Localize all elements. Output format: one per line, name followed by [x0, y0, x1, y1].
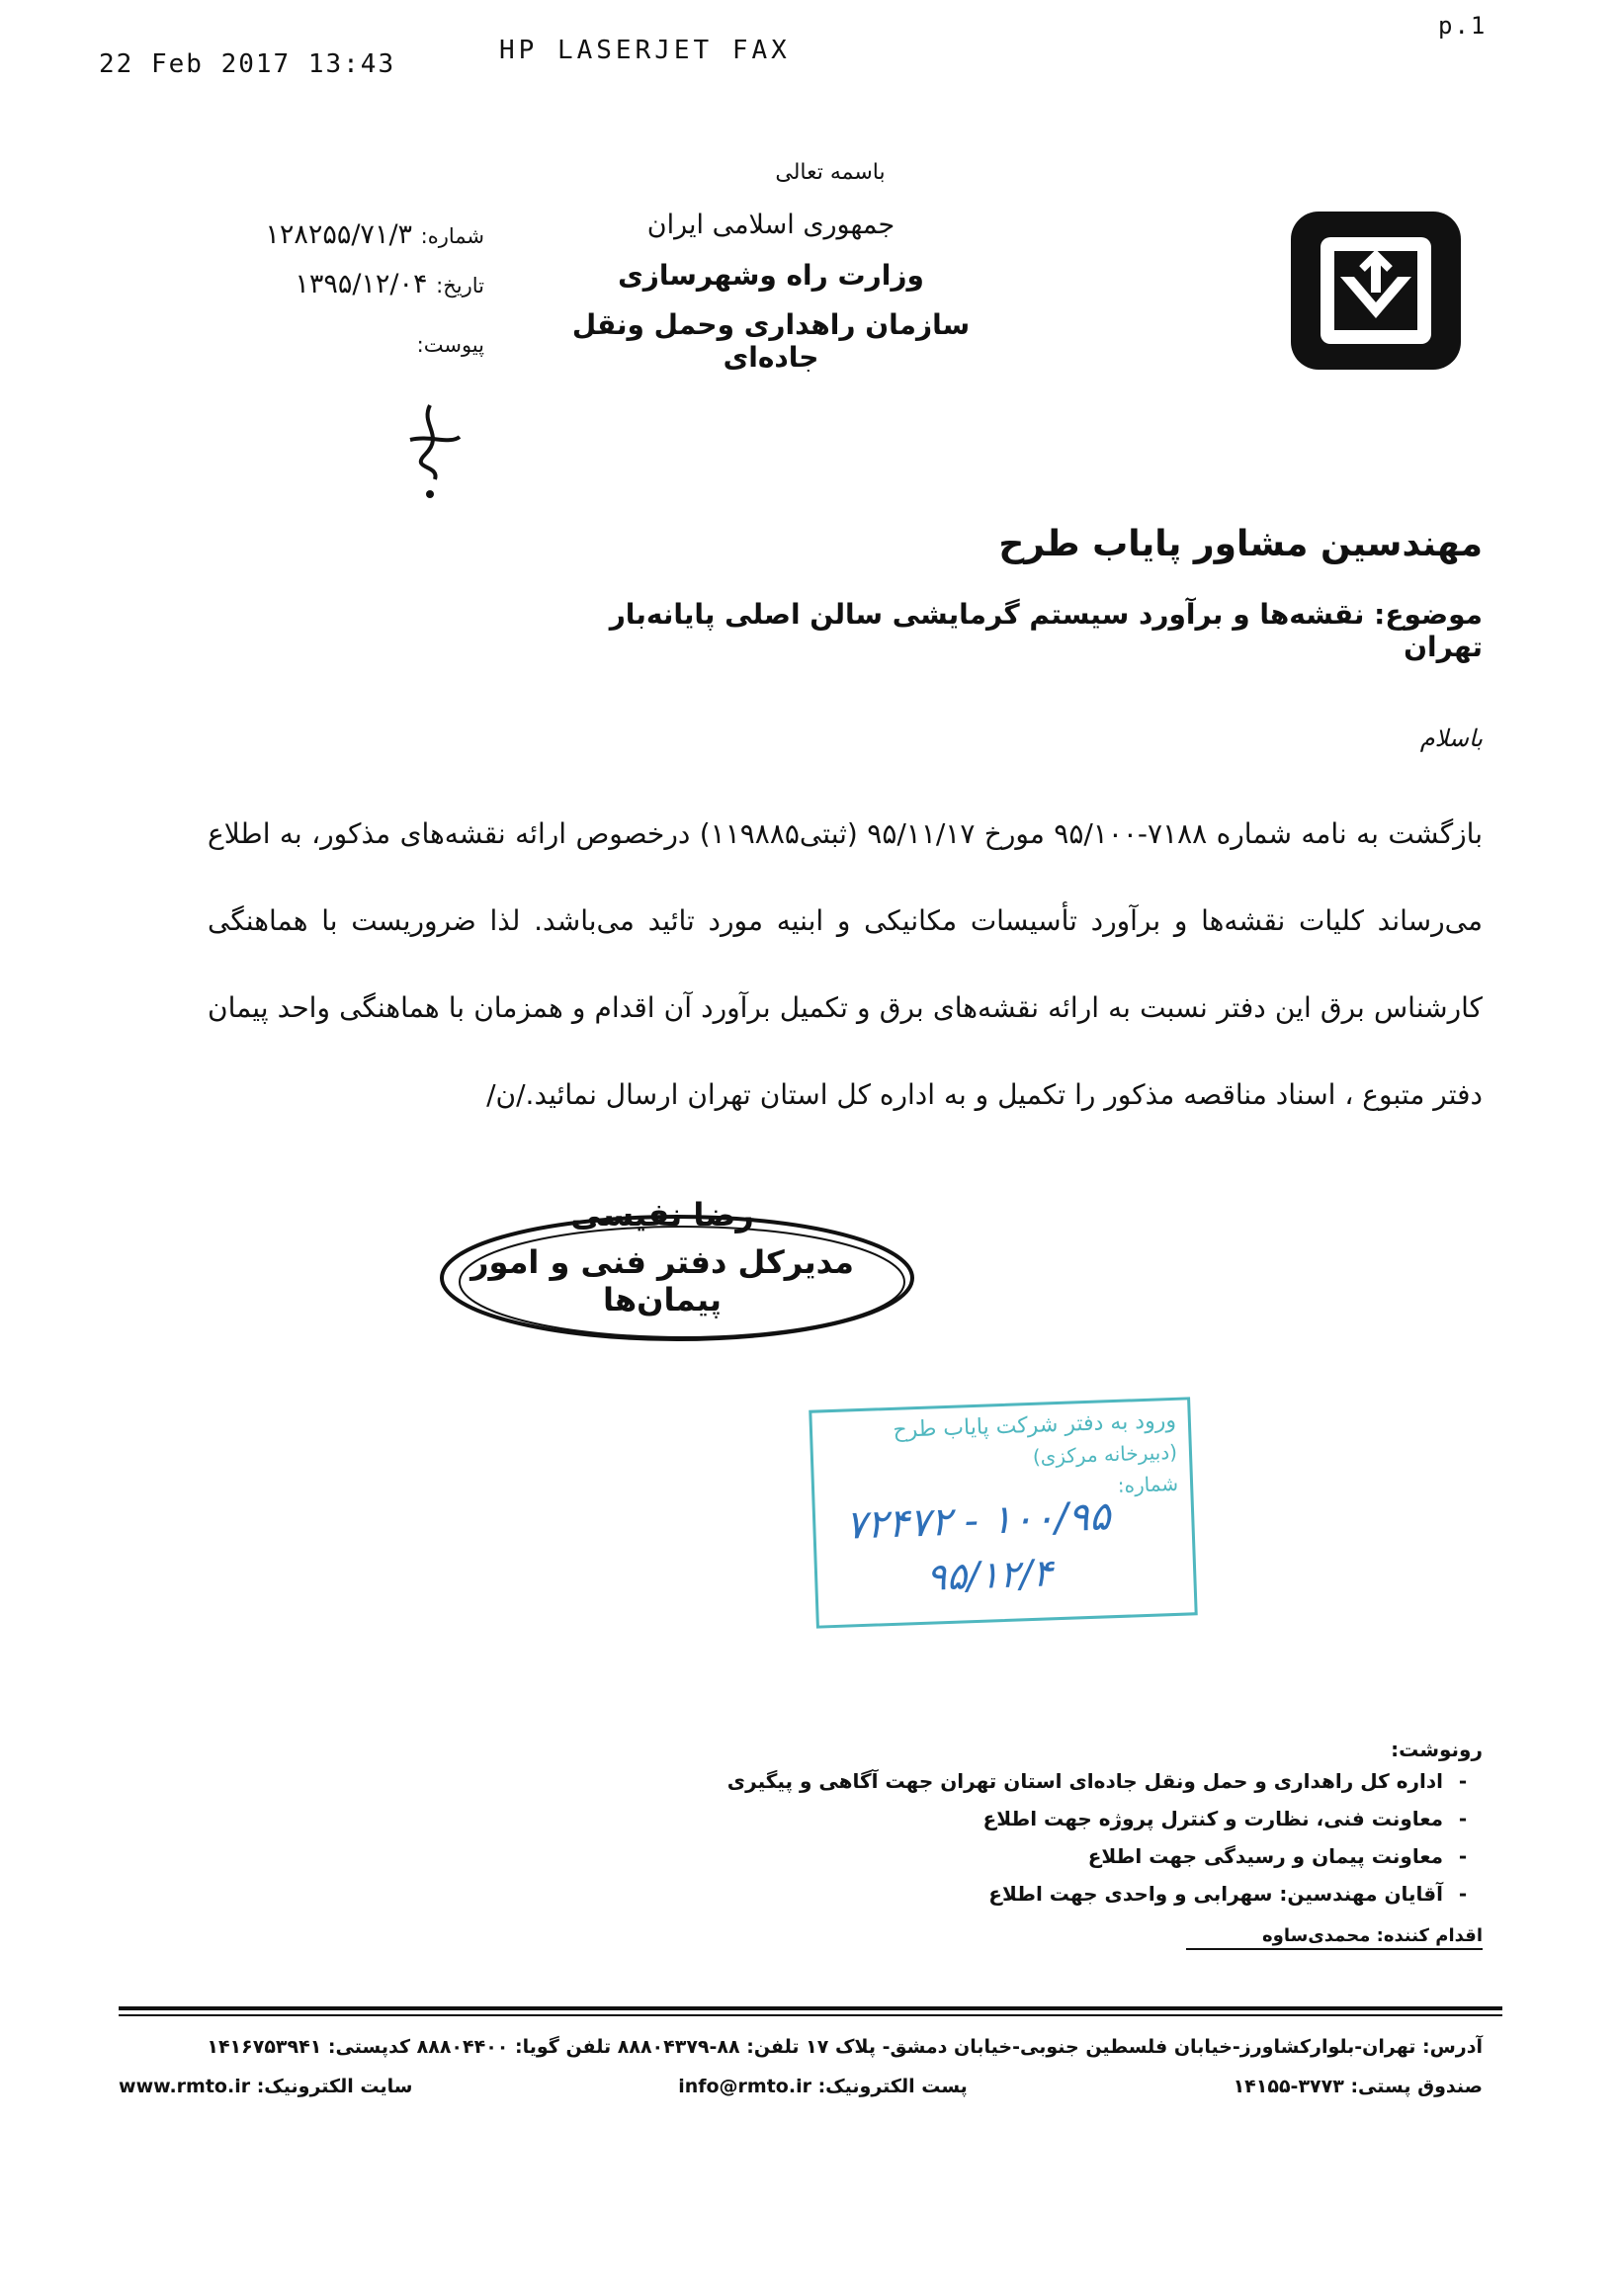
footer-po-box: صندوق پستی: ۳۷۷۳-۱۴۱۵۵ [1233, 2076, 1483, 2097]
cc-item: -معاونت پیمان و رسیدگی جهت اطلاع [1087, 1844, 1468, 1868]
fax-page-number: p.1 [1438, 12, 1488, 40]
action-by: اقدام کننده: محمدی‌ساوه [1186, 1925, 1483, 1950]
stamp-handwritten-number: ۱۰۰/۹۵ - ۷۲۴۷۲ [844, 1493, 1112, 1549]
signer-title: مدیرکل دفتر فنی و امور پیمان‌ها [470, 1243, 854, 1318]
stamp-number-label: شماره: [1117, 1471, 1179, 1497]
footer-divider-thin [119, 2014, 1502, 2016]
fax-datetime: 22 Feb 2017 13:43 [99, 49, 396, 79]
footer-website[interactable]: سایت الکترونیک: www.rmto.ir [119, 2076, 413, 2097]
stamp-line-2: (دبیرخانه مرکزی) [1032, 1439, 1178, 1469]
letter-date-label: تاریخ: [436, 274, 484, 298]
footer-address: آدرس: تهران-بلوارکشاورز-خیابان فلسطین جنوبی-خیابان دمشق- پلاک ۱۷ تلفن: ۸۸-۸۸۸۰۴۳۷۹ تلفن گویا: ۸۸۸۰۴۴۰۰ کدپستی: ۱۴۱۶۷۵۳۹۴۱ [207, 2036, 1483, 2058]
letter-attachment [217, 328, 484, 359]
letter-number-value: ۱۲۸۲۵۵/۷۱/۳ [265, 219, 413, 250]
letter-date [217, 269, 484, 299]
fax-device: HP LASERJET FAX [499, 36, 791, 65]
cc-item: -آقایان مهندسین: سهرابی و واحدی جهت اطلاع [988, 1882, 1468, 1906]
letter-body: بازگشت به نامه شماره ۷۱۸۸-۹۵/۱۰۰ مورخ ۹۵/۱۱/۱۷ (ثبتی۱۱۹۸۸۵) درخصوص ارائه نقشه‌های مذکور، به اطلاع می‌رساند کلیات نقشه‌ها و برآورد تأسیسات مکانیکی و ابنیه مورد تائید می‌باشد. لذا ضروریست با هماهنگی کارشناس برق این دفتر نسبت به ارائه نقشه‌های برق و تکمیل برآورد آن اقدام و همزمان با هماهنگی واحد پیمان دفتر متبوع ، اسناد مناقصه مذکور را تکمیل و به اداره کل استان تهران ارسال نمائید./ن/ [208, 817, 1483, 1111]
attachment-handwritten-mark [390, 395, 469, 504]
subject: موضوع: نقشه‌ها و برآورد سیستم گرمایشی سالن اصلی پایانه‌بار تهران [609, 598, 1483, 663]
salutation: باسلام [1419, 724, 1483, 752]
letterhead-ministry: وزارت راه وشهرسازی [618, 259, 924, 292]
stamp-line-1: ورود به دفتر شرکت پایاب طرح [893, 1407, 1177, 1443]
signature-block [435, 1196, 890, 1318]
letterhead-country: جمهوری اسلامی ایران [646, 210, 895, 240]
letter-date-value: ۱۳۹۵/۱۲/۰۴ [295, 269, 428, 299]
rmto-logo-icon [1287, 208, 1465, 374]
letterhead-invocation: باسمه تعالی [775, 160, 886, 185]
signer-name: رضا نفیسی [570, 1196, 754, 1233]
cc-list [692, 1769, 1483, 1919]
footer-divider [119, 2006, 1502, 2010]
recipient: مهندسین مشاور پایاب طرح [998, 524, 1483, 564]
cc-item: -اداره کل راهداری و حمل ونقل جاده‌ای استان تهران جهت آگاهی و پیگیری [726, 1769, 1468, 1793]
letter-number [217, 219, 484, 250]
footer-email[interactable]: پست الکترونیک: info@rmto.ir [678, 2076, 968, 2097]
receipt-stamp [809, 1397, 1197, 1628]
letterhead-organization: سازمان راهداری وحمل ونقل جاده‌ای [571, 308, 971, 374]
letter-attachment-label: پیوست: [416, 333, 484, 357]
letter-number-label: شماره: [420, 224, 484, 248]
stamp-handwritten-date: ۹۵/۱۲/۴ [925, 1551, 1054, 1599]
footer-contact-row [119, 2076, 1483, 2097]
cc-title: رونوشت: [1391, 1738, 1483, 1761]
cc-item: -معاونت فنی، نظارت و کنترل پروژه جهت اطلاع [982, 1807, 1468, 1830]
